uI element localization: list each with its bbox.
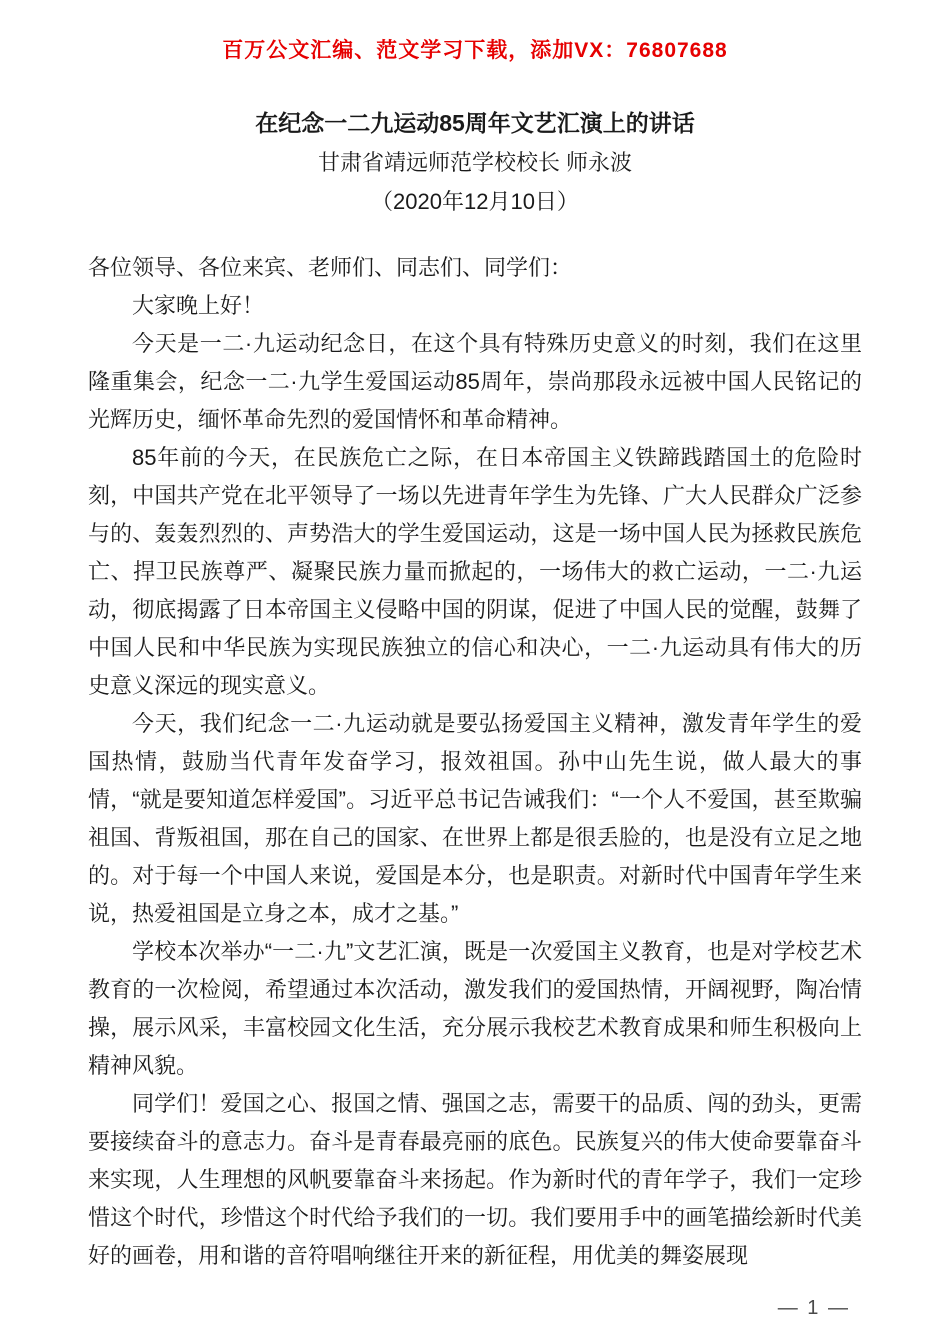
document-body	[88, 249, 862, 1275]
document-date-line: （2020年12月10日）	[371, 189, 579, 214]
paragraph-salutation: 各位领导、各位来宾、老师们、同志们、同学们：	[88, 255, 573, 280]
document-title: 在纪念一二九运动85周年文艺汇演上的讲话	[255, 110, 695, 136]
paragraph: 今天是一二·九运动纪念日，在这个具有特殊历史意义的时刻，我们在这里隆重集会，纪念一二·九学生爱国运动85周年，崇尚那段永远被中国人民铭记的光辉历史，缅怀革命先烈的爱国情怀和革命精神。	[88, 331, 862, 432]
page-number: — 1 —	[777, 1297, 850, 1319]
paragraph: 今天，我们纪念一二·九运动就是要弘扬爱国主义精神，激发青年学生的爱国热情，鼓励当代青年发奋学习，报效祖国。孙中山先生说，做人最大的事情，“就是要知道怎样爱国”。习近平总书记告诫我们：“一个人不爱国，甚至欺骗祖国、背叛祖国，那在自己的国家、在世界上都是很丢脸的，也是没有立足之地的。对于每一个中国人来说，爱国是本分，也是职责。对新时代中国青年学生来说，热爱祖国是立身之本，成才之基。”	[88, 711, 862, 926]
paragraph: 学校本次举办“一二·九”文艺汇演，既是一次爱国主义教育，也是对学校艺术教育的一次检阅，希望通过本次活动，激发我们的爱国热情，开阔视野，陶冶情操，展示风采，丰富校园文化生活，充分展示我校艺术教育成果和师生积极向上精神风貌。	[88, 939, 862, 1078]
paragraph: 同学们！爱国之心、报国之情、强国之志，需要干的品质、闯的劲头，更需要接续奋斗的意志力。奋斗是青春最亮丽的底色。民族复兴的伟大使命要靠奋斗来实现，人生理想的风帆要靠奋斗来扬起。作为新时代的青年学子，我们一定珍惜这个时代，珍惜这个时代给予我们的一切。我们要用手中的画笔描绘新时代美好的画卷，用和谐的音符唱响继往开来的新征程，用优美的舞姿展现	[88, 1091, 862, 1268]
paragraph: 85年前的今天，在民族危亡之际，在日本帝国主义铁蹄践踏国土的危险时刻，中国共产党在北平领导了一场以先进青年学生为先锋、广大人民群众广泛参与的、轰轰烈烈的、声势浩大的学生爱国运动，这是一场中国人民为拯救民族危亡、捍卫民族尊严、凝聚民族力量而掀起的，一场伟大的救亡运动，一二·九运动，彻底揭露了日本帝国主义侵略中国的阴谋，促进了中国人民的觉醒，鼓舞了中国人民和中华民族为实现民族独立的信心和决心，一二·九运动具有伟大的历史意义深远的现实意义。	[88, 445, 862, 698]
document-author-line: 甘肃省靖远师范学校校长 师永波	[317, 150, 633, 175]
watermark-ad-text: 百万公文汇编、范文学习下载，添加VX：76807688	[222, 39, 728, 62]
paragraph-greeting: 大家晚上好！	[132, 293, 265, 318]
title-block	[88, 104, 862, 221]
